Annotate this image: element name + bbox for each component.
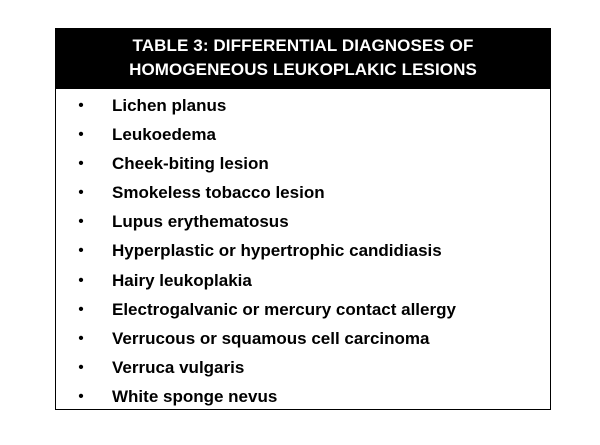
list-item <box>56 91 550 120</box>
bullet-icon: • <box>78 300 84 318</box>
diagnoses-list <box>56 91 550 411</box>
diagnosis-label: White sponge nevus <box>112 386 278 406</box>
bullet-icon: • <box>78 271 84 289</box>
diagnosis-label: Hairy leukoplakia <box>112 270 252 290</box>
bullet-icon: • <box>78 387 84 405</box>
diagnosis-label: Verrucous or squamous cell carcinoma <box>112 328 430 348</box>
bullet-icon: • <box>78 184 84 202</box>
bullet-icon: • <box>78 213 84 231</box>
diagnosis-label: Smokeless tobacco lesion <box>112 183 325 203</box>
list-item <box>56 236 550 265</box>
diagnosis-label: Electrogalvanic or mercury contact allergy <box>112 299 456 319</box>
table-title-line-1: TABLE 3: DIFFERENTIAL DIAGNOSES OF <box>132 36 474 55</box>
bullet-icon: • <box>78 242 84 260</box>
list-item <box>56 295 550 324</box>
diagnosis-label: Verruca vulgaris <box>112 357 245 377</box>
diagnosis-label: Lichen planus <box>112 96 227 115</box>
bullet-icon: • <box>78 97 84 114</box>
diagnosis-label: Hyperplastic or hypertrophic candidiasis <box>112 241 442 261</box>
bullet-icon: • <box>78 126 84 144</box>
list-item <box>56 207 550 236</box>
list-item <box>56 266 550 295</box>
diagnosis-label: Cheek-biting lesion <box>112 154 269 174</box>
diagnosis-label: Lupus erythematosus <box>112 212 289 232</box>
list-item <box>56 353 550 382</box>
bullet-icon: • <box>78 155 84 173</box>
list-item <box>56 149 550 178</box>
bullet-icon: • <box>78 358 84 376</box>
list-item <box>56 178 550 207</box>
list-item <box>56 382 550 411</box>
table-header <box>56 29 550 89</box>
list-item <box>56 324 550 353</box>
table-title-line-2: HOMOGENEOUS LEUKOPLAKIC LESIONS <box>129 60 477 79</box>
diagnosis-label: Leukoedema <box>112 125 216 145</box>
bullet-icon: • <box>78 329 84 347</box>
diagnoses-table <box>55 28 551 410</box>
list-item <box>56 120 550 149</box>
